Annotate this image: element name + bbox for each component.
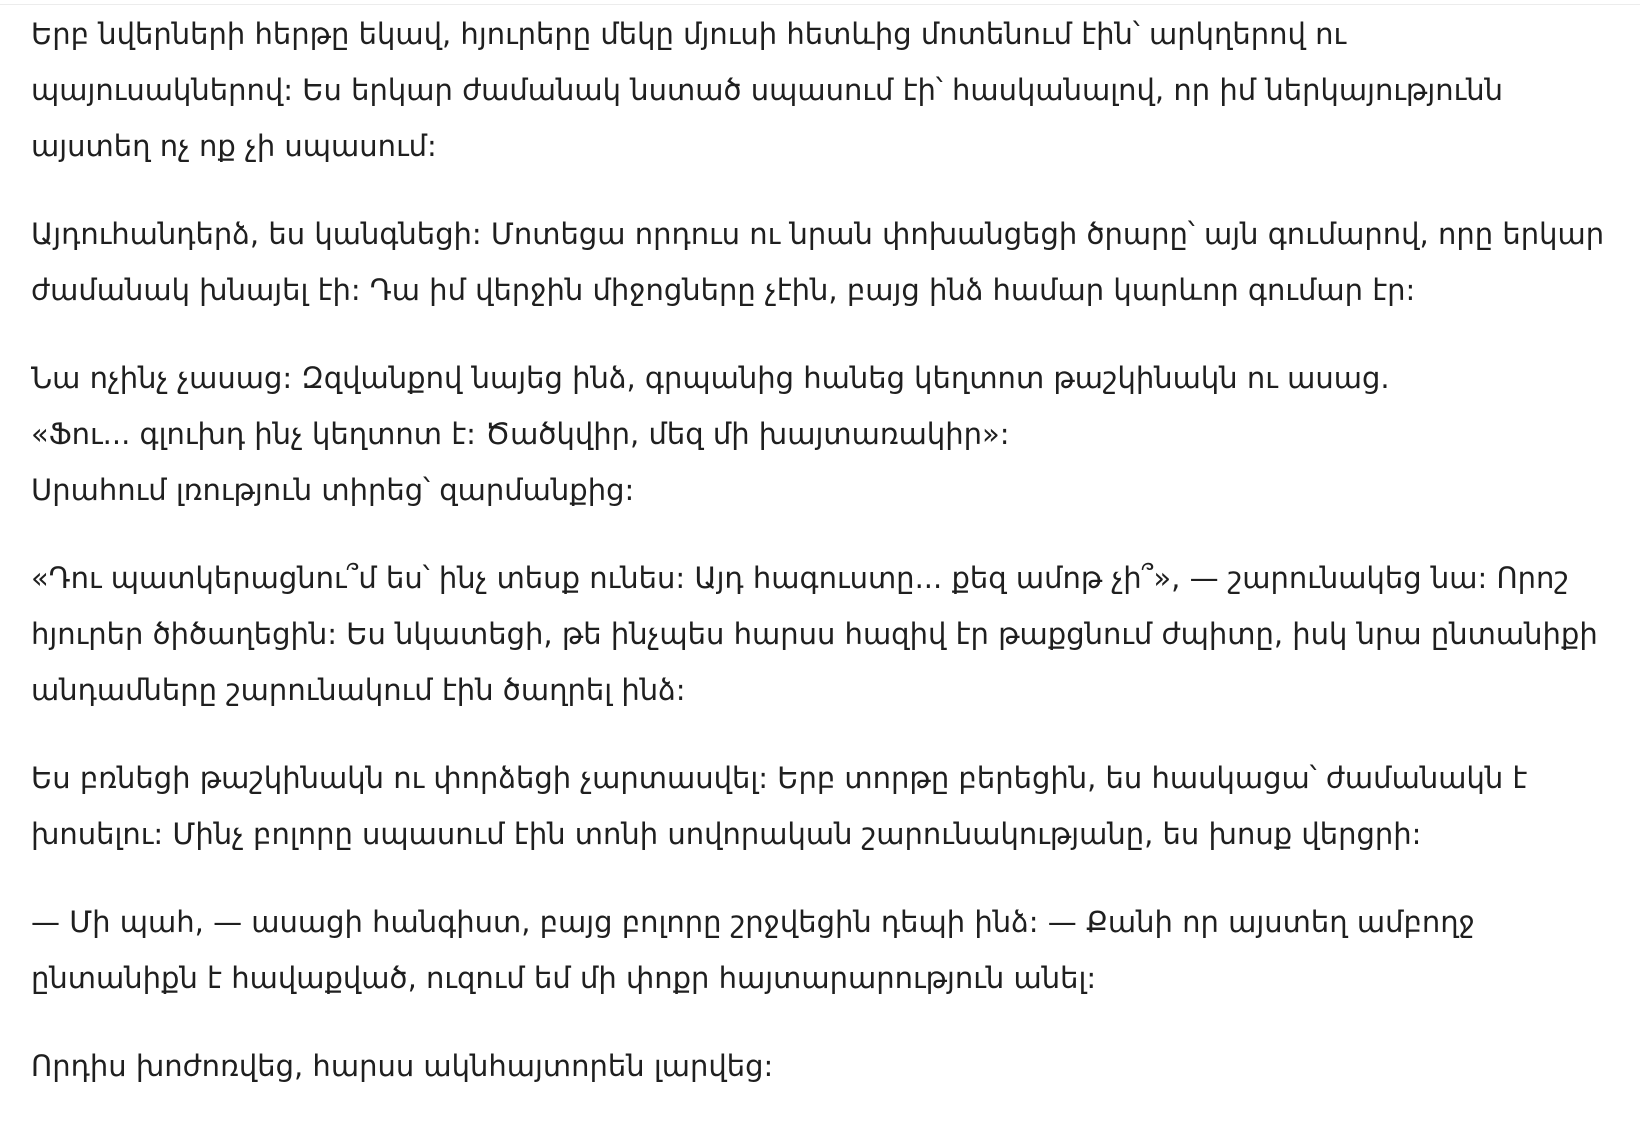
text-line: այստեղ ոչ ոք չի սպասում: — [31, 129, 437, 163]
text-line: «Դու պատկերացնու՞մ ես՝ ինչ տեսք ունես: Այդ հագուստը... քեզ ամոթ չի՞», — շարունակեց նա: Որոշ — [31, 561, 1569, 595]
paragraph — [31, 1038, 1621, 1094]
text-line: — Մի պահ, — ասացի հանգիստ, բայց բոլորը շրջվեցին դեպի ինձ: — Քանի որ այստեղ ամբողջ — [31, 905, 1475, 939]
paragraph — [31, 550, 1621, 718]
text-line: Այդուհանդերձ, ես կանգնեցի: Մոտեցա որդուս ու նրան փոխանցեցի ծրարը՝ այն գումարով, որը երկար — [31, 217, 1605, 251]
paragraph — [31, 6, 1621, 174]
top-divider — [0, 0, 1640, 5]
text-line: Որդիս խոժոռվեց, հարսս ակնհայտորեն լարվեց: — [31, 1049, 774, 1083]
text-line: հյուրեր ծիծաղեցին: Ես նկատեցի, թե ինչպես հարսս հազիվ էր թաքցնում ժպիտը, իսկ նրա ընտանիքի — [31, 617, 1598, 651]
article-text — [31, 6, 1621, 1126]
text-line: «Ֆու... գլուխդ ինչ կեղտոտ է: Ծածկվիր, մեզ մի խայտառակիր»: — [31, 417, 1010, 451]
text-line: Սրահում լռություն տիրեց՝ զարմանքից: — [31, 473, 635, 507]
text-line: Նա ոչինչ չասաց: Զզվանքով նայեց ինձ, գրպանից հանեց կեղտոտ թաշկինակն ու ասաց. — [31, 361, 1390, 395]
paragraph — [31, 350, 1621, 518]
text-line: խոսելու: Մինչ բոլորը սպասում էին տոնի սովորական շարունակությանը, ես խոսք վերցրի: — [31, 817, 1422, 851]
paragraph — [31, 894, 1621, 1006]
text-line: ժամանակ խնայել էի: Դա իմ վերջին միջոցները չէին, բայց ինձ համար կարևոր գումար էր: — [31, 273, 1416, 307]
text-line: ընտանիքն է հավաքված, ուզում եմ մի փոքր հայտարարություն անել: — [31, 961, 1097, 995]
text-line: Ես բռնեցի թաշկինակն ու փորձեցի չարտասվել: Երբ տորթը բերեցին, ես հասկացա՝ ժամանակն է — [31, 761, 1528, 795]
text-line: Երբ նվերների հերթը եկավ, հյուրերը մեկը մյուսի հետևից մոտենում էին՝ արկղերով ու — [31, 17, 1347, 51]
paragraph — [31, 750, 1621, 862]
paragraph — [31, 206, 1621, 318]
text-line: պայուսակներով: Ես երկար ժամանակ նստած սպասում էի՝ հասկանալով, որ իմ ներկայությունն — [31, 73, 1503, 107]
text-line: անդամները շարունակում էին ծաղրել ինձ: — [31, 673, 686, 707]
